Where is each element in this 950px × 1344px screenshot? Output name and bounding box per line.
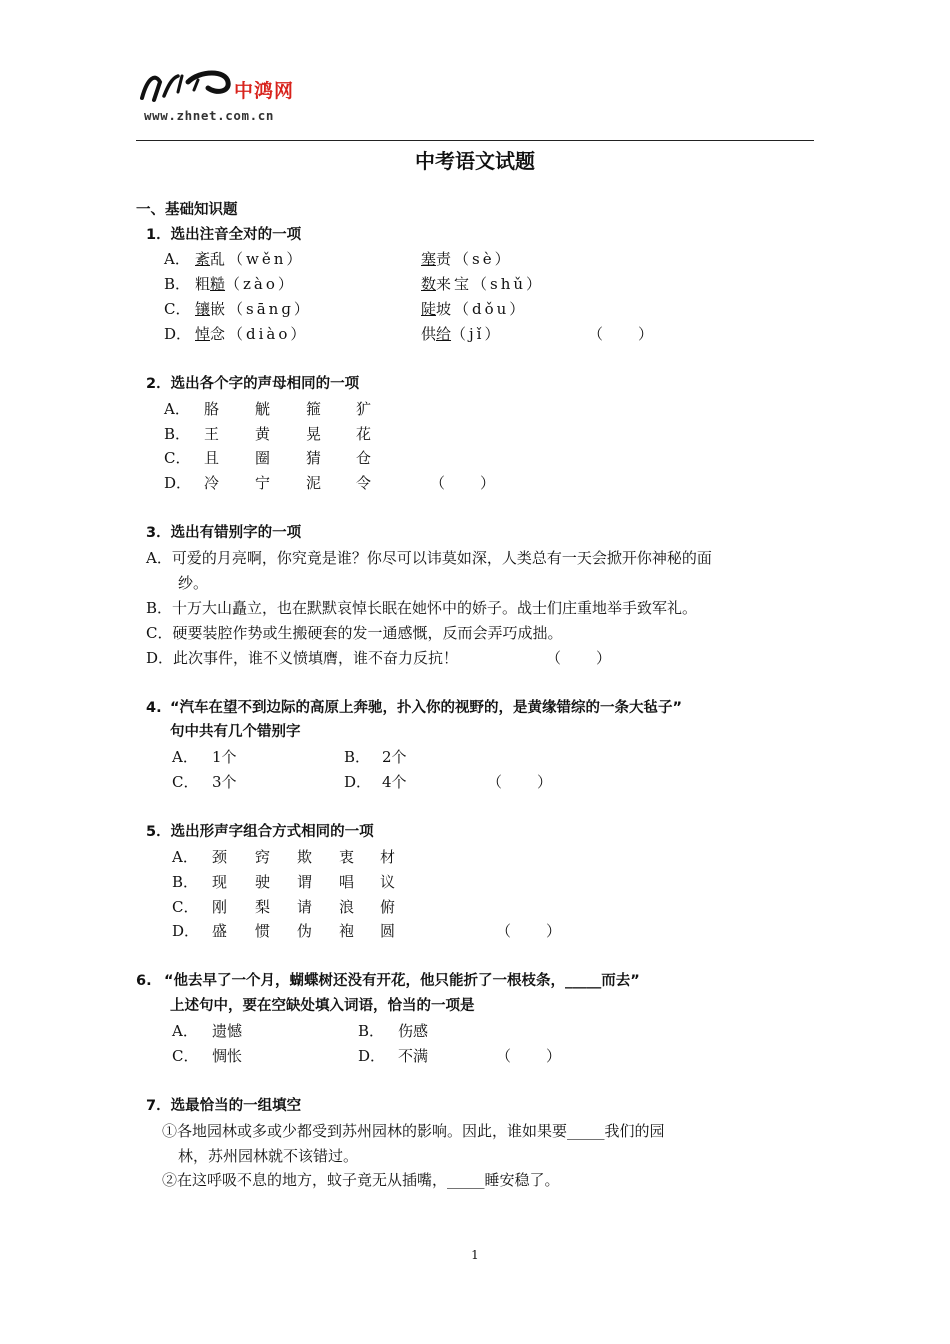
q2-stem: 2．选出各个字的声母相同的一项 bbox=[146, 376, 360, 392]
q3-option-b: B．十万大山矗立，也在默默哀悼长眠在她怀中的娇子。战士们庄重地举手致军礼。 bbox=[146, 599, 698, 617]
q3-stem: 3．选出有错别字的一项 bbox=[146, 525, 302, 541]
q5-stem: 5．选出形声字组合方式相同的一项 bbox=[146, 824, 374, 840]
q6-stem: “他去早了一个月，蝴蝶树还没有开花，他只能折了一根枝条，_____而去” bbox=[164, 973, 640, 989]
q3-option-a-cont: 纱。 bbox=[178, 574, 209, 592]
q7-stem: 7．选最恰当的一组填空 bbox=[146, 1098, 302, 1114]
q7-sentence-1: ①各地园林或多或少都受到苏州园林的影响。因此，谁如果要_____我们的园 bbox=[162, 1122, 665, 1140]
q4-stem: “汽车在望不到边际的高原上奔驰，扑入你的视野的，是黄缘错综的一条大毡子” bbox=[170, 700, 683, 716]
q6-number: 6. bbox=[136, 973, 152, 989]
page-number: 1 bbox=[471, 1248, 479, 1262]
q6-stem-cont: 上述句中，要在空缺处填入词语，恰当的一项是 bbox=[170, 998, 475, 1014]
section-heading: 一、基础知识题 bbox=[136, 202, 238, 218]
answer-paren-close: ） bbox=[638, 325, 654, 343]
q1-stem: 1．选出注音全对的一项 bbox=[146, 227, 302, 243]
q7-sentence-1-cont: 林，苏州园林就不该错过。 bbox=[178, 1147, 359, 1165]
header-divider bbox=[136, 140, 814, 141]
answer-paren-open: （ bbox=[588, 325, 604, 343]
page-title: 中考语文试题 bbox=[415, 149, 535, 173]
site-logo[interactable] bbox=[138, 68, 308, 130]
brand-name: 中鸿网 bbox=[234, 80, 295, 102]
q4-stem-cont: 句中共有几个错别字 bbox=[170, 724, 301, 740]
q7-sentence-2: ②在这呼吸不息的地方，蚊子竟无从插嘴，_____睡安稳了。 bbox=[162, 1171, 560, 1189]
q3-option-a: A．可爱的月亮啊，你究竟是谁？你尽可以讳莫如深，人类总有一天会掀开你神秘的面 bbox=[146, 549, 712, 567]
brush-logo-icon bbox=[138, 68, 233, 108]
q3-option-d: D．此次事件，谁不义愤填膺，谁不奋力反抗！ bbox=[146, 649, 459, 667]
site-url[interactable]: www.zhnet.com.cn bbox=[144, 108, 275, 123]
q4-number: 4. bbox=[146, 700, 162, 716]
q3-option-c: C．硬要装腔作势或生搬硬套的发一通感慨，反而会弄巧成拙。 bbox=[146, 624, 563, 642]
